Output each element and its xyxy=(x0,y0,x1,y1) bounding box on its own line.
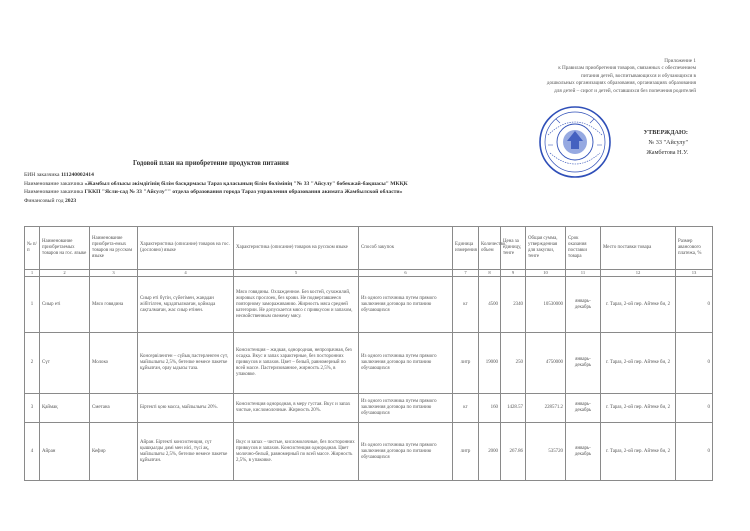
header-cell: Характеристика (описание) товаров на гос. (дословно) языке xyxy=(138,227,234,270)
table-header-row xyxy=(25,227,713,270)
header-cell: № п/п xyxy=(25,227,40,270)
approval-org: № 33 "Айсулу" xyxy=(648,139,688,146)
column-number: 1 xyxy=(25,270,40,277)
procurement-method: Из одного источника путем прямого заключения договора по питанию обучающихся xyxy=(359,423,453,481)
item-desc-kz: Сиыр еті бүтін, сүйегімен, жаңадан жібітілген, мұздатылмаған, қоймада сақталмаған, жас сиыр етінен. xyxy=(138,277,234,333)
advance-payment: 0 xyxy=(676,277,713,333)
header-cell: Размер авансового платежа, % xyxy=(676,227,713,270)
column-number: 8 xyxy=(479,270,501,277)
item-desc-ru: Вкус и запах – чистые, кисломолочные, без посторонних привкусов и запахов. Консистенция однородная. Цвет молочно-белый, равномерный по всей массе. Жирность 2,5%, в упаковке. xyxy=(234,423,359,481)
header-cell: Характеристика (описание) товаров на русском языке xyxy=(234,227,359,270)
item-name-ru: Кефир xyxy=(90,423,138,481)
approval-heading: УТВЕРЖДАЮ: xyxy=(643,129,688,136)
column-number: 4 xyxy=(138,270,234,277)
table-row xyxy=(25,333,713,394)
item-name-kz: Сүт xyxy=(40,333,90,394)
customer-kz-label: Наименование заказчика xyxy=(24,180,84,187)
unit-price: 250 xyxy=(501,333,526,394)
header-cell: Цена за единицу, тенге xyxy=(501,227,526,270)
delivery-term: январь-декабрь xyxy=(566,333,601,394)
column-number: 9 xyxy=(501,270,526,277)
header-cell: Срок оказания поставки товара xyxy=(566,227,601,270)
header-cell: Место поставки товара xyxy=(601,227,676,270)
procurement-method: Из одного источника путем прямого заключения договора по питанию обучающихся xyxy=(359,277,453,333)
item-name-ru: Мясо говядина xyxy=(90,277,138,333)
column-number: 5 xyxy=(234,270,359,277)
unit-price: 267.86 xyxy=(501,423,526,481)
column-number: 7 xyxy=(453,270,479,277)
header-cell: Способ закупок xyxy=(359,227,453,270)
annex-line: к Правилам приобретения товаров, связанных с обеспечением xyxy=(558,65,696,72)
delivery-place: г. Тараз, 2-ой пер. Айтеке би, 2 xyxy=(601,423,676,481)
quantity: 4500 xyxy=(479,277,501,333)
advance-payment: 0 xyxy=(676,333,713,394)
unit-price: 1428.57 xyxy=(501,394,526,423)
customer-kz-value: «Жамбыл облысы әкімдігінің білім басқармасы Тараз қаласының білім бөлімінің "№ 33 "Айсулу" бөбекжай-бақшасы" МКҚК xyxy=(84,180,408,187)
item-desc-kz: Біртекті қою масса, майлылығы 20%. xyxy=(138,394,234,423)
bin-value: 111240002414 xyxy=(60,172,94,178)
delivery-place: г. Тараз, 2-ой пер. Айтеке би, 2 xyxy=(601,394,676,423)
document-title: Годовой план на приобретение продуктов питания xyxy=(133,160,289,167)
header-cell: Наименование приобретаемых товаров на гос. языке xyxy=(40,227,90,270)
column-number: 10 xyxy=(526,270,566,277)
header-cell: Количество, объем xyxy=(479,227,501,270)
item-desc-ru: Консистенция – жидкая, однородная, непрозрачная, без осадка. Вкус и запах характерные, без посторонних привкусов и запахов. Цвет – белый, равномерный по всей массе. Пастеризованное, жирность 2,5%, в упаковке. xyxy=(234,333,359,394)
unit: кг xyxy=(453,277,479,333)
unit: литр xyxy=(453,333,479,394)
total-amount: 10530000 xyxy=(526,277,566,333)
delivery-term: январь-декабрь xyxy=(566,394,601,423)
table-row xyxy=(25,277,713,333)
table-row xyxy=(25,423,713,481)
total-amount: 535720 xyxy=(526,423,566,481)
item-desc-kz: Айран. Біртекті консистенция, сүт қышқылды дәмі мен иісі, түсі ақ, майлылығы 2,5%, бөтелке немесе пакетке құйылған. xyxy=(138,423,234,481)
delivery-place: г. Тараз, 2-ой пер. Айтеке би, 2 xyxy=(601,277,676,333)
bin-label: БИН заказчика xyxy=(24,172,60,178)
customer-ru-value: ГККП "Ясли-сад № 33 "Айсулу"" отдела образования города Тараз управления образования акимата Жамбылской области» xyxy=(84,189,403,196)
item-name-kz: Айран xyxy=(40,423,90,481)
item-name-ru: Сметана xyxy=(90,394,138,423)
item-name-ru: Молоко xyxy=(90,333,138,394)
procurement-method: Из одного источника путем прямого заключения договора по питанию обучающихся xyxy=(359,333,453,394)
column-number: 11 xyxy=(566,270,601,277)
column-number-row xyxy=(25,270,713,277)
unit-price: 2340 xyxy=(501,277,526,333)
total-amount: 228571.2 xyxy=(526,394,566,423)
procurement-plan-table xyxy=(24,226,713,481)
header-cell: Единица измерения xyxy=(453,227,479,270)
annex-title: Приложение 1 xyxy=(664,58,696,64)
annex-line: питания детей, воспитывающихся и обучающихся в xyxy=(581,72,696,79)
table-row xyxy=(25,394,713,423)
official-seal-stamp xyxy=(538,105,612,179)
annex-line: дошкольных организациях образования, организациях образования xyxy=(546,80,696,87)
delivery-term: январь-декабрь xyxy=(566,277,601,333)
fiscal-year-label: Финансовый год xyxy=(24,197,64,204)
unit: литр xyxy=(453,423,479,481)
column-number: 2 xyxy=(40,270,90,277)
item-name-kz: Сиыр еті xyxy=(40,277,90,333)
item-desc-ru: Мясо говядины. Охлажденное. Без костей, сухожилий, жировых прослоек, без крови. Не подвергавшееся повторному замораживанию. Жирность мяса средней категории. Не допускается мясо с привкусом и запахом, несвойственным свежему мясу. xyxy=(234,277,359,333)
item-desc-ru: Консистенция однородная, в меру густая. Вкус и запах чистые, кисломолочные. Жирность 20%. xyxy=(234,394,359,423)
quantity: 19000 xyxy=(479,333,501,394)
total-amount: 4750000 xyxy=(526,333,566,394)
delivery-place: г. Тараз, 2-ой пер. Айтеке би, 2 xyxy=(601,333,676,394)
column-number: 6 xyxy=(359,270,453,277)
column-number: 13 xyxy=(676,270,713,277)
quantity: 160 xyxy=(479,394,501,423)
row-number: 1 xyxy=(25,277,40,333)
approval-block xyxy=(644,128,688,158)
quantity: 2000 xyxy=(479,423,501,481)
row-number: 2 xyxy=(25,333,40,394)
item-desc-kz: Консервіленген – сүйық пастерленген сүт, майлылығы 2,5%, бөтелке немесе пакетке құйылған, орау ыдысы таза. xyxy=(138,333,234,394)
item-name-kz: Қаймақ xyxy=(40,394,90,423)
customer-ru-label: Наименование заказчика xyxy=(24,189,84,196)
advance-payment: 0 xyxy=(676,423,713,481)
column-number: 12 xyxy=(601,270,676,277)
advance-payment: 0 xyxy=(676,394,713,423)
unit: кг xyxy=(453,394,479,423)
row-number: 4 xyxy=(25,423,40,481)
header-cell: Наименование приобрета-емых товаров на русском языке xyxy=(90,227,138,270)
header-cell: Общая сумма, утвержденная для закупки, тенге xyxy=(526,227,566,270)
fiscal-year-value: 2023 xyxy=(65,197,77,204)
procurement-method: Из одного источника путем прямого заключения договора по питанию обучающихся xyxy=(359,394,453,423)
annex-block xyxy=(496,58,696,95)
row-number: 3 xyxy=(25,394,40,423)
delivery-term: январь-декабрь xyxy=(566,423,601,481)
approval-signer: Жамбетова Н.У. xyxy=(646,149,688,156)
column-number: 3 xyxy=(90,270,138,277)
annex-line: для детей – сирот и детей, оставшихся без попечения родителей xyxy=(554,87,696,94)
document-meta xyxy=(24,171,624,205)
